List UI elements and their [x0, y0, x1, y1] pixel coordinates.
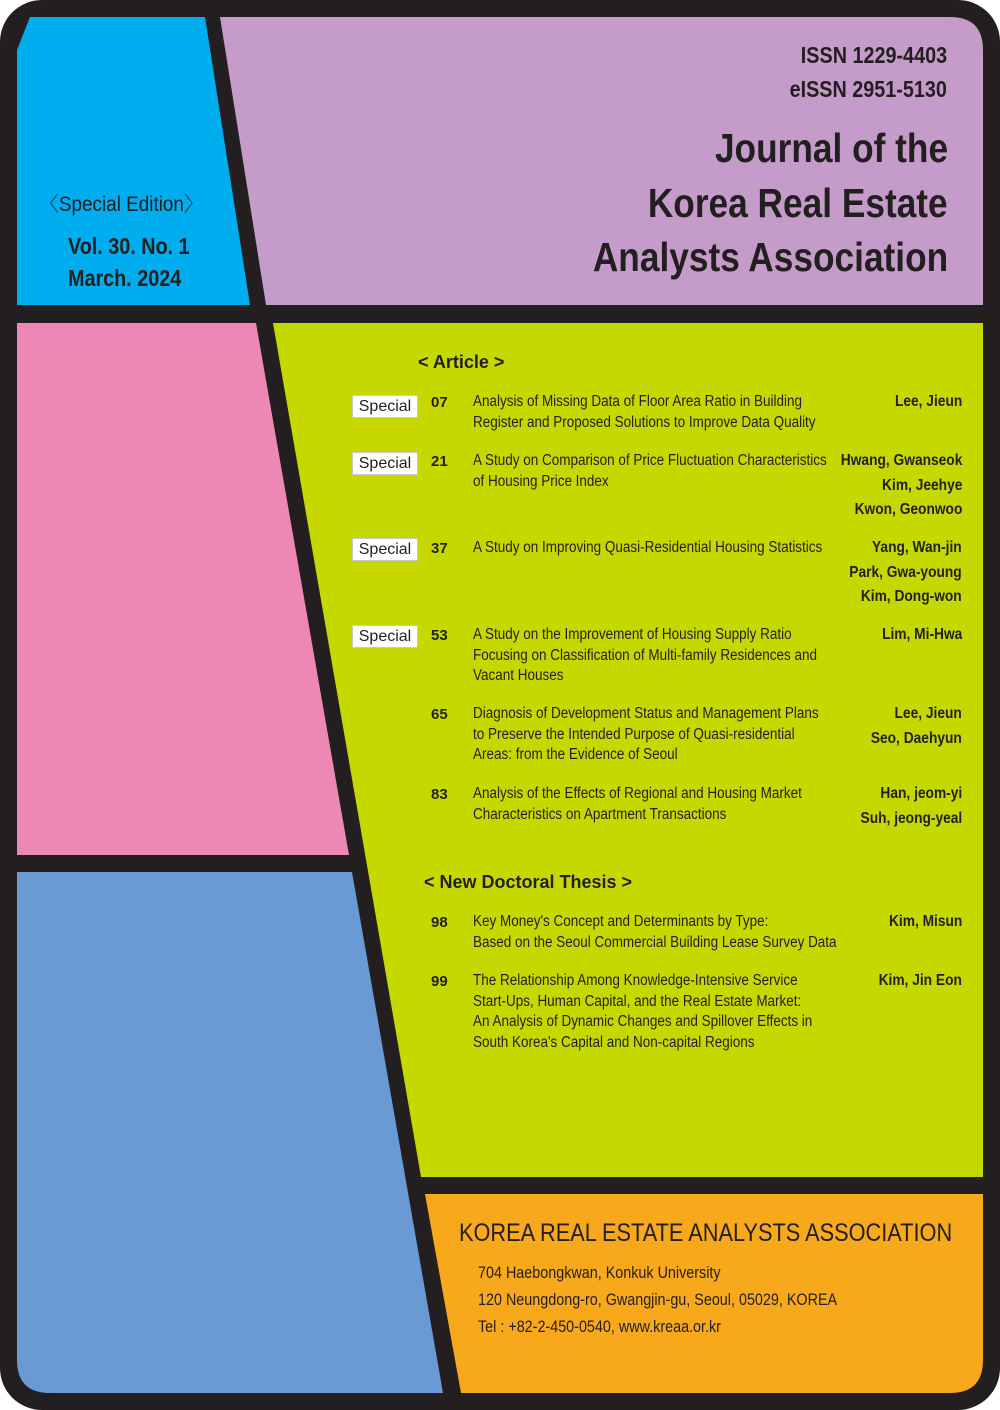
article-title [473, 392, 830, 433]
article-title-line: Analysis of Missing Data of Floor Area Ratio in Building [473, 393, 803, 410]
thesis-title [473, 971, 830, 1053]
article-title-line: of Housing Price Index [473, 472, 609, 490]
journal-title-line-2: Korea Real Estate [648, 180, 948, 226]
article-title [473, 451, 830, 492]
thesis-title-line: The Relationship Among Knowledge-Intensive Service [473, 972, 798, 989]
thesis-title-line: Based on the Seoul Commercial Building Lease Survey Data [473, 933, 837, 951]
article-authors [871, 702, 962, 751]
article-title [473, 704, 830, 766]
article-title-line: A Study on Improving Quasi-Residential Housing Statistics [473, 539, 823, 556]
author-name: Suh, jeong-yeal [860, 809, 962, 827]
thesis-section-heading: < New Doctoral Thesis > [424, 872, 633, 892]
article-page-number: 83 [431, 786, 448, 803]
thesis-page-number: 98 [431, 914, 448, 931]
article-authors [840, 449, 962, 523]
thesis-authors [879, 969, 962, 994]
article-title [473, 784, 830, 825]
article-page-number: 37 [431, 540, 448, 557]
article-title [473, 538, 830, 559]
author-name: Kim, Dong-won [861, 588, 962, 605]
article-page-number: 21 [431, 453, 448, 470]
thesis-title-line: Key Money's Concept and Determinants by Type: [473, 913, 769, 930]
author-name: Kim, Jin Eon [878, 972, 962, 989]
journal-title-line-1: Journal of the [714, 125, 948, 171]
article-title [473, 625, 830, 687]
article-title-line: A Study on Comparison of Price Fluctuation Characteristics [473, 452, 827, 469]
author-name: Kwon, Geonwoo [854, 501, 962, 518]
issn: ISSN 1229-4403 [800, 42, 947, 68]
article-authors [850, 536, 962, 610]
publisher-address-line-1: 704 Haebongkwan, Konkuk University [478, 1264, 721, 1282]
author-name: Kim, Jeehye [881, 476, 962, 494]
journal-title-line-3: Analysts Association [592, 234, 948, 280]
publisher-contact: Tel : +82-2-450-0540, www.kreaa.or.kr [478, 1318, 721, 1336]
article-title-line: Characteristics on Apartment Transactions [473, 805, 727, 823]
author-name: Han, jeom-yi [880, 785, 962, 802]
special-badge: Special [352, 538, 418, 561]
article-title-line: Diagnosis of Development Status and Management Plans [473, 705, 819, 722]
eissn: eISSN 2951-5130 [789, 76, 947, 102]
article-title-line: to Preserve the Intended Purpose of Quasi-residential [473, 725, 795, 743]
thesis-title-line: South Korea's Capital and Non-capital Regions [473, 1033, 755, 1051]
article-page-number: 07 [431, 394, 448, 411]
thesis-authors [889, 910, 962, 935]
thesis-page-number: 99 [431, 973, 448, 990]
article-title-line: Vacant Houses [473, 667, 564, 684]
thesis-title [473, 912, 837, 953]
article-authors [895, 390, 962, 415]
article-page-number: 65 [431, 706, 448, 723]
publisher-address-line-2: 120 Neungdong-ro, Gwangjin-gu, Seoul, 05029, KOREA [478, 1291, 838, 1309]
special-badge: Special [352, 395, 418, 418]
author-name: Yang, Wan-jin [872, 539, 962, 556]
special-badge: Special [352, 625, 418, 648]
article-title-line: Analysis of the Effects of Regional and Housing Market [473, 785, 802, 802]
author-name: Kim, Misun [888, 913, 962, 930]
issue-date: March. 2024 [68, 265, 182, 291]
special-badge: Special [352, 452, 418, 475]
article-title-line: A Study on the Improvement of Housing Supply Ratio [473, 626, 792, 643]
author-name: Lee, Jieun [894, 393, 962, 410]
article-title-line: Focusing on Classification of Multi-family Residences and [473, 646, 818, 664]
thesis-title-line: An Analysis of Dynamic Changes and Spillover Effects in [473, 1013, 813, 1030]
article-authors [882, 623, 962, 648]
thesis-title-line: Start-Ups, Human Capital, and the Real Estate Market: [473, 992, 802, 1010]
special-edition-label: 〈Special Edition〉 [40, 193, 203, 216]
author-name: Hwang, Gwanseok [840, 452, 962, 469]
article-section-heading: < Article > [418, 352, 505, 372]
volume-number: Vol. 30. No. 1 [68, 233, 190, 259]
article-page-number: 53 [431, 627, 448, 644]
publisher-name: KOREA REAL ESTATE ANALYSTS ASSOCIATION [459, 1219, 953, 1247]
author-name: Lim, Mi-Hwa [881, 626, 962, 643]
article-title-line: Register and Proposed Solutions to Improve Data Quality [473, 413, 816, 431]
article-title-line: Areas: from the Evidence of Seoul [473, 746, 678, 763]
author-name: Lee, Jieun [894, 705, 962, 722]
author-name: Park, Gwa-young [849, 563, 962, 581]
author-name: Seo, Daehyun [871, 729, 962, 747]
article-authors [860, 782, 962, 831]
